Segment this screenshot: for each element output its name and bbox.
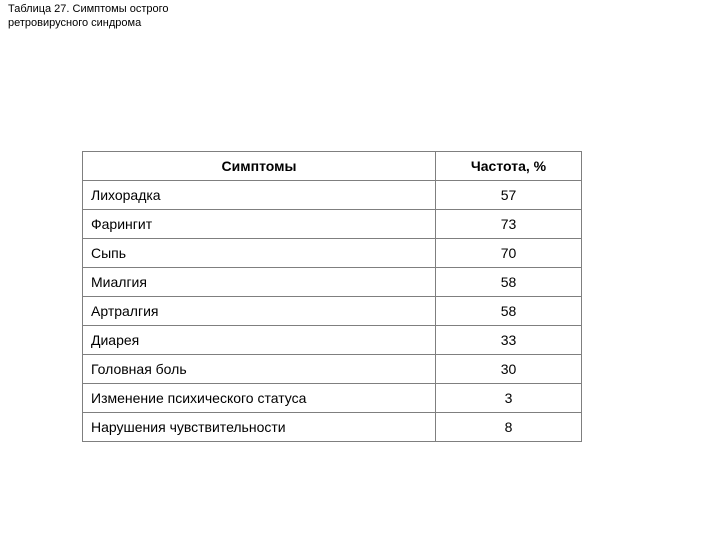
- table-row: [83, 355, 582, 384]
- frequency-cell: 73: [436, 210, 582, 239]
- table-row: [83, 239, 582, 268]
- symptom-frequency-table: [82, 151, 582, 442]
- header-symptoms: Симптомы: [83, 152, 436, 181]
- symptom-cell: Фарингит: [83, 210, 436, 239]
- frequency-cell: 57: [436, 181, 582, 210]
- frequency-cell: 58: [436, 268, 582, 297]
- caption-line-2: ретровирусного синдрома: [8, 17, 142, 29]
- frequency-cell: 58: [436, 297, 582, 326]
- symptom-cell: Миалгия: [83, 268, 436, 297]
- frequency-cell: 30: [436, 355, 582, 384]
- symptom-cell: Артралгия: [83, 297, 436, 326]
- symptom-cell: Изменение психического статуса: [83, 384, 436, 413]
- caption-line-1: Таблица 27. Симптомы острого: [8, 3, 169, 15]
- table-row: [83, 268, 582, 297]
- header-frequency: Частота, %: [436, 152, 582, 181]
- frequency-cell: 8: [436, 413, 582, 442]
- frequency-cell: 33: [436, 326, 582, 355]
- table-row: [83, 181, 582, 210]
- symptom-cell: Лихорадка: [83, 181, 436, 210]
- symptom-cell: Сыпь: [83, 239, 436, 268]
- table-header-row: [83, 152, 582, 181]
- symptom-cell: Головная боль: [83, 355, 436, 384]
- symptom-cell: Нарушения чувствительности: [83, 413, 436, 442]
- table-row: [83, 297, 582, 326]
- symptom-cell: Диарея: [83, 326, 436, 355]
- table-row: [83, 384, 582, 413]
- table-row: [83, 210, 582, 239]
- table-row: [83, 413, 582, 442]
- frequency-cell: 3: [436, 384, 582, 413]
- frequency-cell: 70: [436, 239, 582, 268]
- table-row: [83, 326, 582, 355]
- table-caption: [8, 2, 228, 30]
